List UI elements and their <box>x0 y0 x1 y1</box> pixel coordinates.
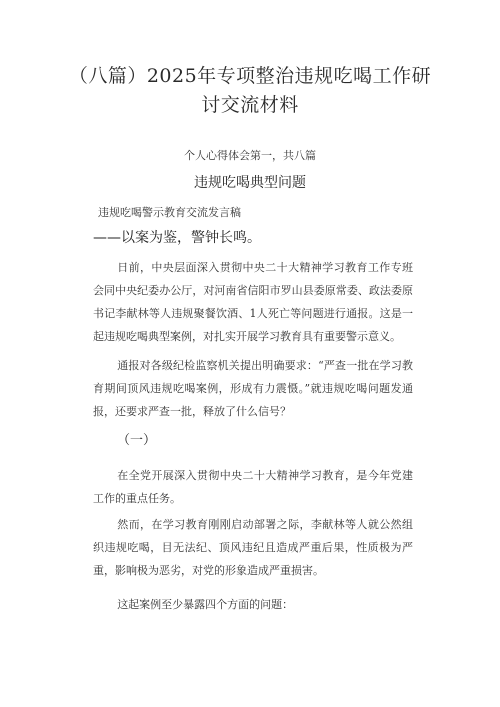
speech-title: 违规吃喝警示教育交流发言稿 <box>98 206 241 219</box>
paragraph-2: 通报对各级纪检监察机关提出明确要求：“严查一批在学习教育期间顶风违规吃喝案例，形成有力震慑。”就违规吃喝问题发通报，还要求严查一批，释放了什么信号？ <box>93 359 413 418</box>
paragraph-3: 在全党开展深入贯彻中央二十大精神学习教育，是今年党建工作的重点任务。 <box>93 469 413 505</box>
paragraph-5: 这起案例至少暴露四个方面的问题： <box>117 598 294 611</box>
section-heading: 违规吃喝典型问题 <box>194 175 306 191</box>
document-title-line-1: （八篇）2025年专项整治违规吃喝工作研 <box>68 65 432 87</box>
paragraph-1: 日前，中央层面深入贯彻中央二十大精神学习教育工作专班会同中央纪委办公厅，对河南省信阳市罗山县委原常委、政法委原书记李献林等人违规聚餐饮酒、1人死亡等问题进行通报。这是一起违规吃喝典型案例，对扎实开展学习教育具有重要警示意义。 <box>93 261 413 343</box>
document-subtitle: 个人心得体会第一，共八篇 <box>184 149 316 162</box>
paragraph-4: 然而，在学习教育刚刚启动部署之际，李献林等人就公然组织违规吃喝，目无法纪、顶风违纪且造成严重后果，性质极为严重，影响极为恶劣，对党的形象造成严重损害。 <box>93 518 413 577</box>
document-title-line-2: 讨交流材料 <box>201 94 299 116</box>
slogan: ——以案为鉴，警钟长鸣。 <box>93 230 261 246</box>
section-number-1: （一） <box>117 433 157 448</box>
